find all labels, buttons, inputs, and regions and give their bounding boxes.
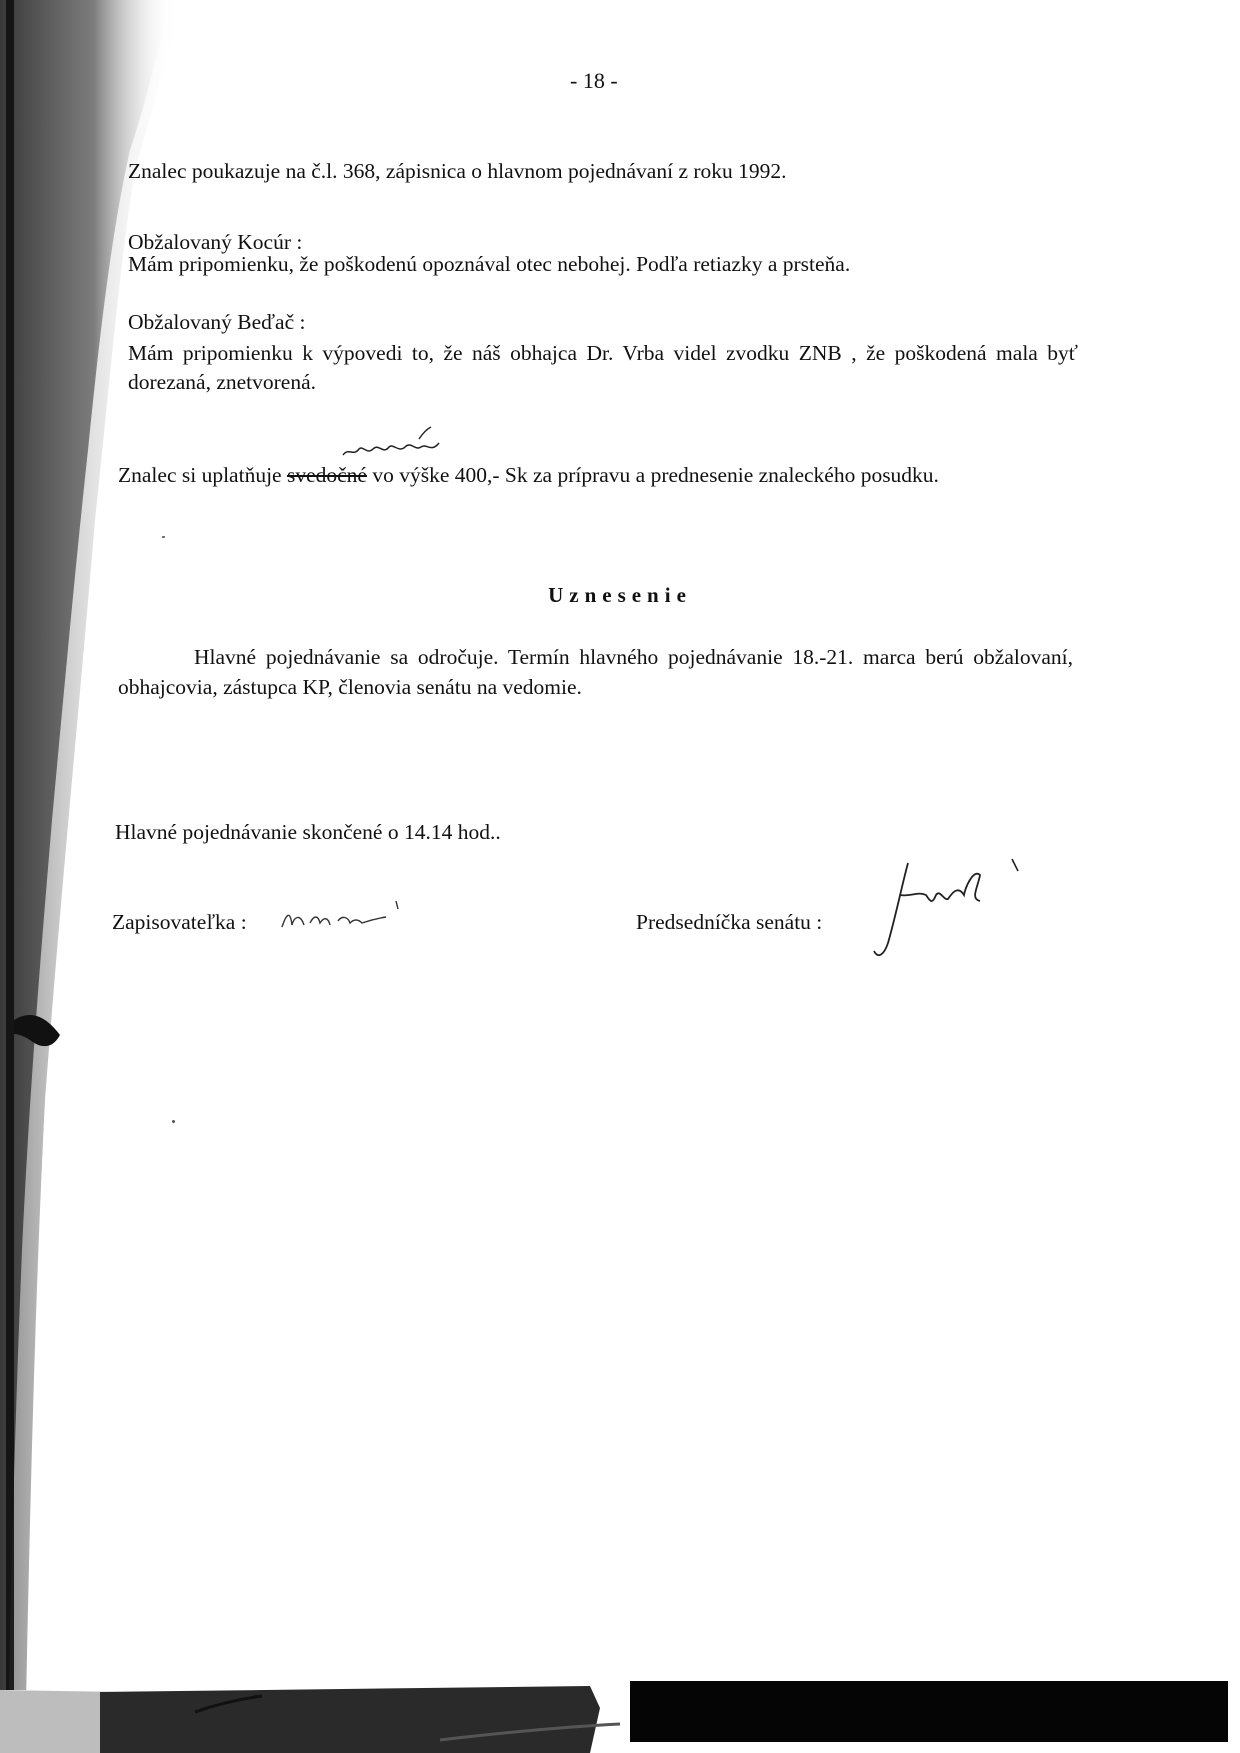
page-number: - 18 - — [570, 68, 618, 93]
recorder-label: Zapisovateľka : — [112, 910, 247, 934]
fee-claim-before: Znalec si uplatňuje — [118, 463, 282, 487]
closing-time: Hlavné pojednávanie skončené o 14.14 hod.. — [115, 820, 501, 844]
expert-reference: Znalec poukazuje na č.l. 368, zápisnica o hlavnom pojednávaní z roku 1992. — [128, 159, 787, 183]
resolution-heading: Uznesenie — [548, 583, 692, 607]
stray-mark — [162, 536, 165, 538]
defendant-2-label: Obžalovaný Beďač : — [128, 310, 306, 334]
handwritten-correction — [335, 425, 455, 465]
resolution-text: Hlavné pojednávanie sa odročuje. Termín hlavného pojednávanie 18.-21. marca berú obžalovaní, obhajcovia, zástupca KP, členovia senátu na vedomie. — [118, 645, 1073, 699]
defendant-1-label: Obžalovaný Kocúr : — [128, 230, 303, 254]
stray-mark — [172, 1120, 175, 1123]
chair-signature — [840, 855, 1030, 965]
chair-label: Predsedníčka senátu : — [636, 910, 823, 934]
fee-claim-after: vo výške 400,- Sk za prípravu a prednesenie znaleckého posudku. — [372, 463, 939, 487]
fee-claim-paragraph — [118, 460, 1073, 490]
defendant-2-statement: Mám pripomienku k výpovedi to, že náš obhajca Dr. Vrba videl zvodku ZNB , že poškodená mala byť dorezaná, znetvorená. — [128, 341, 1078, 394]
fee-claim-struck-word: svedočné — [286, 463, 367, 487]
recorder-signature — [276, 895, 416, 935]
defendant-1-statement: Mám pripomienku, že poškodenú opoznával otec nebohej. Podľa retiazky a prsteňa. — [128, 252, 851, 276]
